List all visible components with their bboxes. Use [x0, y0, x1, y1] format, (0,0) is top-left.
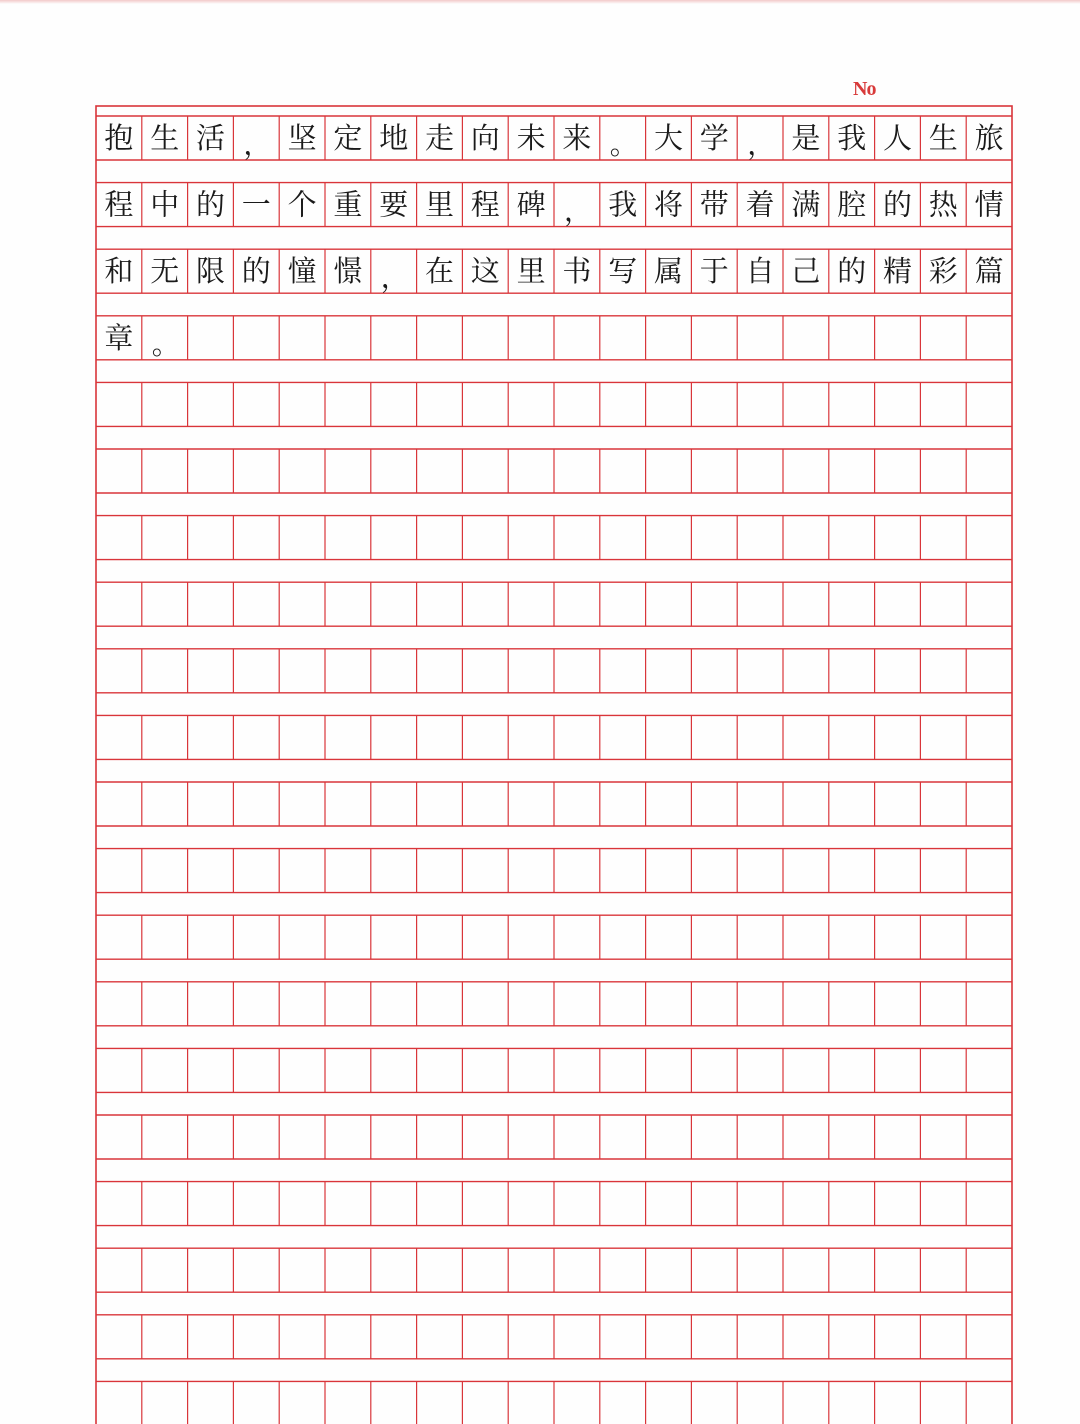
grid-character: 情: [974, 187, 1004, 222]
grid-row: [96, 715, 1012, 759]
grid-character: ，: [564, 194, 593, 228]
grid-row: [96, 582, 1012, 626]
grid-character: 彩: [928, 254, 958, 289]
grid-character: 程: [470, 187, 500, 222]
grid-row: [96, 183, 1012, 227]
grid-character: 和: [104, 254, 134, 289]
grid-frame: [96, 106, 1012, 1424]
grid-character: ，: [243, 128, 272, 161]
grid-row: [96, 782, 1012, 826]
grid-character: 着: [745, 187, 775, 222]
grid-character: 。: [151, 327, 180, 361]
grid-row: [96, 1115, 1012, 1159]
grid-character: 中: [150, 187, 180, 222]
grid-row: [96, 516, 1012, 560]
grid-character: 将: [653, 187, 684, 222]
grid-character: 带: [699, 187, 729, 222]
grid-row: [96, 1381, 1012, 1424]
grid-character: 的: [837, 254, 867, 289]
grid-character: 满: [791, 187, 821, 222]
grid-character: 憧: [287, 254, 317, 289]
grid-character: 一: [241, 187, 271, 222]
grid-character: 精: [882, 254, 913, 289]
grid-row: [96, 915, 1012, 959]
grid-character: 生: [150, 121, 180, 155]
grid-row: [96, 1048, 1012, 1092]
grid-character: 里: [424, 187, 455, 222]
grid-character: 活: [195, 121, 226, 155]
grid-character: 学: [699, 121, 729, 155]
grid-character: 的: [195, 187, 226, 222]
grid-character: 重: [333, 187, 363, 222]
grid-row: [96, 116, 1012, 160]
grid-character: 碑: [516, 187, 546, 222]
grid-character: 。: [609, 128, 638, 161]
page-number-label: No: [853, 78, 876, 100]
grid-row: [96, 1248, 1012, 1292]
grid-character: 无: [150, 254, 180, 289]
grid-character: 要: [379, 187, 409, 222]
grid-character: 生: [928, 121, 958, 155]
grid-character: 自: [745, 254, 775, 289]
grid-character: 未: [516, 121, 546, 155]
grid-row: [96, 849, 1012, 893]
grid-character: 程: [104, 187, 134, 222]
grid-row: [96, 982, 1012, 1026]
grid-row: [96, 316, 1012, 360]
grid-row: [96, 249, 1012, 293]
grid-character: 热: [928, 187, 958, 222]
grid-character: 限: [195, 254, 226, 289]
grid-character: 向: [470, 121, 500, 155]
grid-row: [96, 382, 1012, 426]
grid-character: 书: [562, 254, 592, 289]
grid-row: [96, 1315, 1012, 1359]
grid-character: 抱: [104, 121, 134, 155]
grid-character: 个: [287, 187, 317, 222]
grid-character: 篇: [974, 254, 1004, 289]
grid-character: 腔: [837, 187, 867, 222]
grid-character: 属: [653, 254, 684, 289]
grid-character: 的: [241, 254, 271, 289]
grid-character: 定: [333, 121, 363, 155]
grid-character: 旅: [974, 121, 1004, 155]
grid-character: 坚: [287, 121, 317, 155]
grid-character: 地: [379, 121, 409, 155]
grid-character: 于: [699, 254, 729, 289]
grid-character: 这: [470, 254, 500, 289]
grid-character: 人: [882, 121, 913, 155]
grid-character: 来: [562, 121, 592, 155]
grid-row: [96, 1182, 1012, 1226]
grid-character: 走: [424, 121, 455, 155]
grid-character: ，: [747, 128, 776, 161]
grid-character: 憬: [333, 254, 363, 289]
grid-character: 章: [104, 320, 134, 355]
grid-character: 里: [516, 254, 546, 289]
grid-character: ，: [380, 261, 409, 295]
grid-character: 的: [882, 187, 913, 222]
grid-row: [96, 649, 1012, 693]
grid-character: 己: [791, 254, 821, 289]
grid-row: [96, 449, 1012, 493]
grid-character: 在: [424, 254, 455, 289]
grid-character: 大: [653, 121, 684, 155]
grid-character: 我: [608, 187, 638, 222]
grid-character: 写: [608, 254, 638, 289]
grid-character: 是: [791, 121, 821, 155]
grid-character: 我: [837, 121, 867, 155]
